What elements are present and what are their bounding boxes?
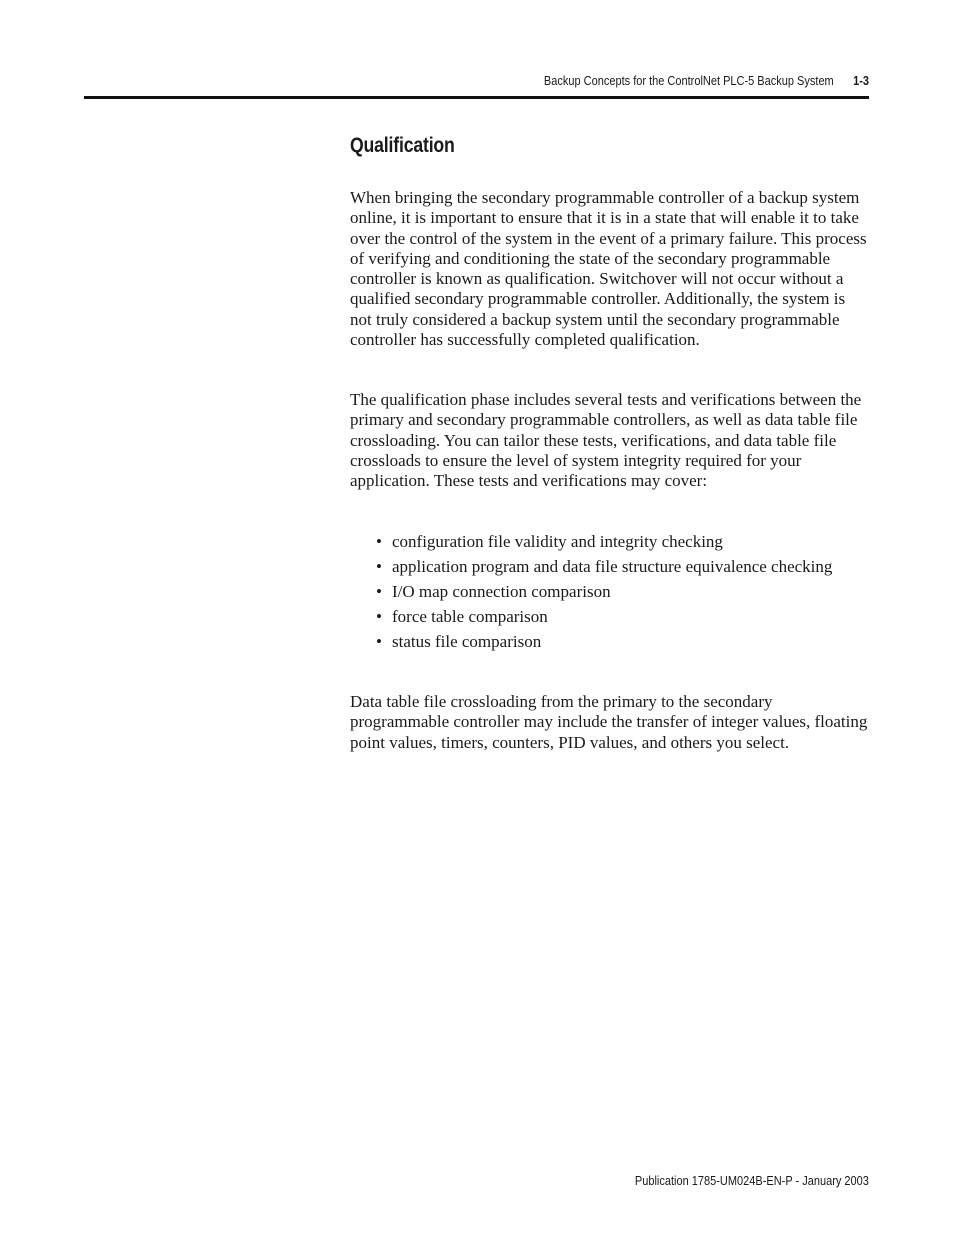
running-title: Backup Concepts for the ControlNet PLC-5 Backup System <box>543 74 834 88</box>
paragraph-intro: When bringing the secondary programmable controller of a backup system online, it is important to ensure that it is in a state that will enable it to take over the control of the system in the event of a primary failure. This process of verifying and conditioning the state of the secondary programmable controller is known as qualification. Switchover will not occur without a qualified secondary programmable controller. Additionally, the system is not truly considered a backup system until the secondary programmable controller has successfully completed qualification. <box>350 188 867 350</box>
paragraph-qualification-phase: The qualification phase includes several tests and verifications between the primary and secondary programmable controllers, as well as data table file crossloading. You can tailor these tests, verifications, and data table file crossloads to ensure the level of system integrity required for your application. These tests and verifications may cover: <box>350 390 862 491</box>
list-item: • status file comparison <box>376 631 542 651</box>
verification-list <box>376 532 836 657</box>
bullet-icon: • <box>376 631 382 651</box>
bullet-icon: • <box>376 606 382 626</box>
list-item: • I/O map connection comparison <box>376 581 611 601</box>
page-number: 1-3 <box>853 74 869 88</box>
list-item: • application program and data file structure equivalence checking <box>376 556 833 576</box>
list-item: • force table comparison <box>376 606 548 626</box>
list-item: • configuration file validity and integrity checking <box>376 532 723 551</box>
bullet-icon: • <box>376 556 382 576</box>
bullet-icon: • <box>376 581 382 601</box>
running-header <box>178 74 869 92</box>
paragraph-crossloading: Data table file crossloading from the primary to the secondary programmable controller may include the transfer of integer values, floating point values, timers, counters, PID values, and others you select. <box>350 692 868 752</box>
header-rule <box>84 96 869 99</box>
publication-footer: Publication 1785-UM024B-EN-P - January 2003 <box>635 1174 869 1188</box>
bullet-icon: • <box>376 532 382 551</box>
section-heading: Qualification <box>350 134 455 157</box>
